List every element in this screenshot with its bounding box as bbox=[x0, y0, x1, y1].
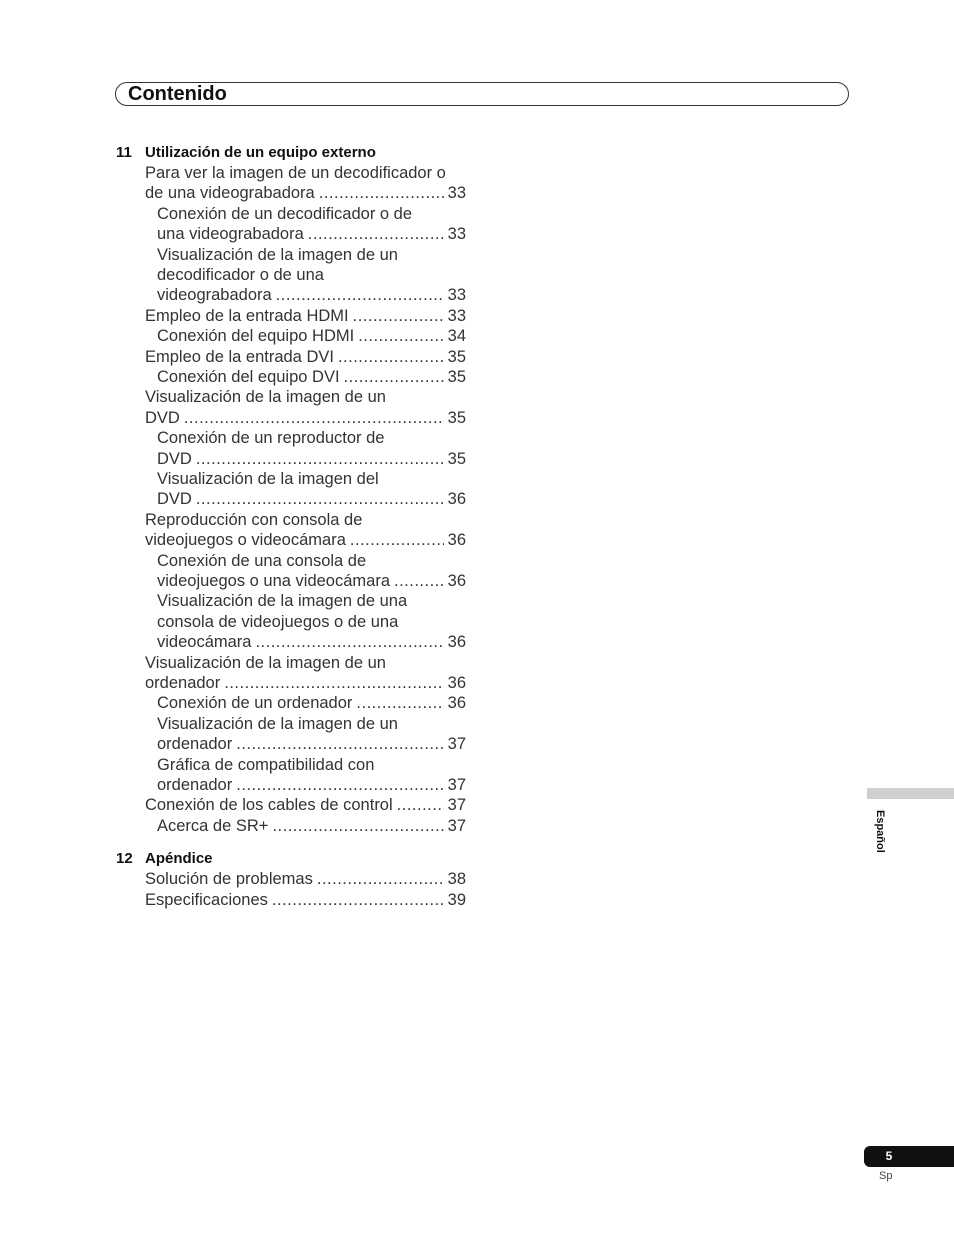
toc-entry-title: ordenador bbox=[157, 776, 233, 794]
dot-leader bbox=[272, 890, 444, 910]
toc-entry-title: Conexión del equipo HDMI bbox=[157, 327, 355, 346]
toc-entry-line[interactable] bbox=[157, 489, 466, 509]
dot-leader bbox=[196, 449, 444, 469]
toc-page-number: 35 bbox=[447, 368, 466, 386]
toc-page-number: 33 bbox=[447, 306, 466, 325]
toc-entry-title: Empleo de la entrada HDMI bbox=[145, 306, 349, 325]
toc-entry-line[interactable] bbox=[157, 224, 466, 244]
section-number: 11 bbox=[116, 144, 132, 161]
toc-page-number: 33 bbox=[447, 184, 466, 203]
toc-page-number: 38 bbox=[447, 870, 466, 889]
dot-leader bbox=[308, 224, 444, 244]
page-title: Contenido bbox=[128, 83, 227, 105]
toc-entry-line[interactable] bbox=[145, 183, 466, 203]
toc-entry-line: Conexión de una consola de bbox=[157, 551, 367, 570]
dot-leader bbox=[356, 693, 443, 713]
toc-entry-title: una videograbadora bbox=[157, 225, 304, 244]
toc-page-number: 36 bbox=[447, 531, 466, 550]
dot-leader bbox=[255, 632, 443, 652]
toc-entry-title: Conexión de un ordenador bbox=[157, 694, 353, 713]
toc-entry-line[interactable] bbox=[157, 326, 466, 346]
toc-page-number: 37 bbox=[447, 816, 466, 835]
page-number: 5 bbox=[885, 1149, 893, 1163]
toc-page-number: 35 bbox=[447, 347, 466, 366]
toc-entry-line: Visualización de la imagen de un bbox=[145, 653, 386, 672]
toc-entry-line: Visualización de la imagen de un bbox=[157, 245, 398, 264]
toc-page-number: 35 bbox=[447, 408, 466, 427]
toc-page-number: 37 bbox=[447, 776, 466, 794]
toc-page-number: 35 bbox=[447, 449, 466, 468]
page-language-code: Sp bbox=[879, 1170, 893, 1182]
dot-leader bbox=[319, 183, 444, 203]
toc-entry-line[interactable] bbox=[145, 347, 466, 367]
section-heading bbox=[116, 143, 376, 163]
toc-entry-line: Para ver la imagen de un decodificador o bbox=[145, 164, 446, 182]
toc-entry-line[interactable] bbox=[145, 306, 466, 326]
toc-entry-line[interactable] bbox=[157, 816, 466, 836]
toc-entry-title: DVD bbox=[157, 490, 192, 509]
dot-leader bbox=[224, 673, 443, 693]
toc-entry-line[interactable] bbox=[157, 571, 466, 591]
toc-entry-line[interactable] bbox=[157, 693, 466, 713]
section-title: Utilización de un equipo externo bbox=[145, 144, 376, 161]
toc-page-number: 37 bbox=[447, 796, 466, 815]
toc-entry-title: ordenador bbox=[145, 674, 221, 692]
toc-entry-line: Gráfica de compatibilidad con bbox=[157, 755, 375, 774]
toc-entry-line: Conexión de un decodificador o de bbox=[157, 204, 413, 223]
dot-leader bbox=[394, 571, 444, 591]
toc-entry-title: videojuegos o videocámara bbox=[145, 531, 346, 550]
toc-entry-line[interactable] bbox=[157, 449, 466, 469]
language-tab bbox=[867, 788, 954, 799]
toc-entry-line[interactable] bbox=[145, 408, 466, 428]
toc-page-number: 33 bbox=[447, 286, 466, 305]
toc-entry-line[interactable] bbox=[157, 367, 466, 387]
dot-leader bbox=[338, 347, 444, 367]
toc-entry-title: ordenador bbox=[157, 735, 233, 754]
dot-leader bbox=[350, 530, 444, 550]
toc-entry-line[interactable] bbox=[145, 890, 466, 910]
dot-leader bbox=[353, 306, 444, 326]
toc-page-number: 34 bbox=[447, 327, 466, 346]
toc-page-number: 36 bbox=[447, 674, 466, 692]
toc-entry-line[interactable] bbox=[145, 869, 466, 889]
dot-leader bbox=[272, 816, 443, 836]
toc-entry-line: Reproducción con consola de bbox=[145, 510, 363, 529]
toc-entry-title: Especificaciones bbox=[145, 890, 268, 909]
toc-page-number: 36 bbox=[447, 694, 466, 713]
toc-entry-line: Conexión de un reproductor de bbox=[157, 429, 385, 448]
toc-entry-line[interactable] bbox=[157, 775, 466, 795]
toc-page-number: 37 bbox=[447, 735, 466, 754]
toc-entry-title: videograbadora bbox=[157, 286, 272, 305]
toc-entry-line: Visualización de la imagen de una bbox=[157, 592, 408, 611]
toc-entry-line: Visualización de la imagen del bbox=[157, 470, 379, 488]
toc-entry-line: decodificador o de una bbox=[157, 266, 324, 284]
section-title: Apéndice bbox=[145, 850, 213, 868]
toc-entry-title: de una videograbadora bbox=[145, 184, 315, 203]
section-number: 12 bbox=[116, 850, 133, 868]
toc-page-number: 39 bbox=[447, 890, 466, 909]
toc-page-number: 33 bbox=[447, 225, 466, 244]
toc-entry-line[interactable] bbox=[145, 530, 466, 550]
toc-entry-title: Empleo de la entrada DVI bbox=[145, 347, 334, 366]
toc-entry-title: videocámara bbox=[157, 633, 252, 652]
toc-entry-title: Conexión del equipo DVI bbox=[157, 368, 340, 386]
dot-leader bbox=[196, 489, 444, 509]
toc-page-number: 36 bbox=[447, 572, 466, 590]
toc-entry-line: Visualización de la imagen de un bbox=[157, 714, 398, 733]
toc-entry-line: consola de videojuegos o de una bbox=[157, 612, 399, 631]
dot-leader bbox=[236, 734, 443, 754]
dot-leader bbox=[344, 367, 444, 387]
toc-page-number: 36 bbox=[447, 490, 466, 509]
dot-leader bbox=[184, 408, 444, 428]
toc-entry-title: DVD bbox=[145, 408, 180, 427]
toc-entry-line[interactable] bbox=[145, 673, 466, 693]
toc-entry-line[interactable] bbox=[145, 795, 466, 815]
toc-entry-line[interactable] bbox=[157, 285, 466, 305]
toc-entry-line[interactable] bbox=[157, 632, 466, 652]
dot-leader bbox=[358, 326, 443, 346]
toc-entry-line[interactable] bbox=[157, 734, 466, 754]
toc-page-number: 36 bbox=[447, 633, 466, 652]
toc-entry-title: videojuegos o una videocámara bbox=[157, 572, 390, 590]
language-tab-label: Español bbox=[874, 810, 886, 853]
toc-entry-title: Acerca de SR+ bbox=[157, 816, 269, 835]
toc-entry-title: Solución de problemas bbox=[145, 870, 313, 889]
toc-entry-title: DVD bbox=[157, 449, 192, 468]
dot-leader bbox=[236, 775, 443, 795]
dot-leader bbox=[276, 285, 444, 305]
section-heading bbox=[116, 849, 213, 869]
dot-leader bbox=[397, 795, 444, 815]
dot-leader bbox=[317, 869, 444, 889]
toc-entry-line: Visualización de la imagen de un bbox=[145, 388, 386, 407]
toc-entry-title: Conexión de los cables de control bbox=[145, 796, 393, 815]
